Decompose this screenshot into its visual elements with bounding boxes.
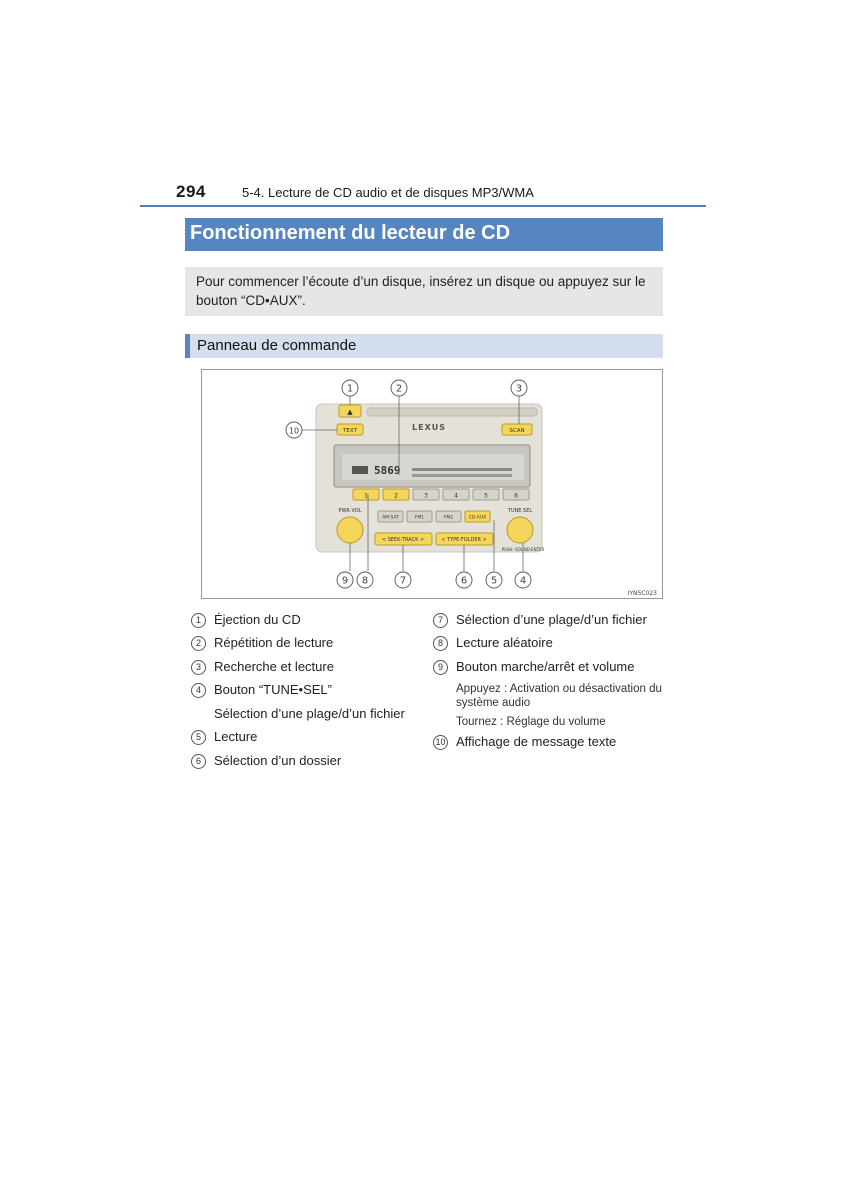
chapter-title: 5-4. Lecture de CD audio et de disques MP3/WMA: [242, 185, 534, 200]
legend-sub-4: Sélection d’une plage/d’un fichier: [214, 706, 405, 721]
lcd-track-number: 5869: [374, 464, 401, 477]
legend-item-6: Sélection d’un dossier: [214, 753, 342, 768]
push-enter-label: PUSH ·SOUND·ENTER: [501, 547, 545, 552]
figure-code: IYN5C023: [627, 590, 657, 597]
intro-text: Pour commencer l’écoute d’un disque, insérez un disque ou appuyez sur le bouton “CD•AUX”.: [196, 274, 646, 308]
source-label-3: CD·AUX: [468, 515, 487, 521]
callout-number-3: 3: [515, 383, 523, 395]
legend-item-5: Lecture: [214, 729, 258, 744]
header-rule: [140, 205, 706, 207]
legend-number-6: 6: [191, 754, 206, 769]
pwr-vol-knob: [337, 517, 363, 543]
callout-number-2: 2: [395, 383, 403, 395]
callout-number-1: 1: [346, 383, 354, 395]
callout-number-10: 10: [288, 426, 300, 436]
legend-number-1: 1: [191, 613, 206, 628]
pwr-vol-label: PWR·VOL: [338, 508, 362, 514]
legend-number-7: 7: [433, 613, 448, 628]
legend-number-8: 8: [433, 636, 448, 651]
preset-label-6: 6: [514, 492, 518, 500]
legend-item-10: Affichage de message texte: [456, 734, 617, 749]
callout-number-4: 4: [519, 575, 527, 587]
callout-number-5: 5: [490, 575, 498, 587]
tune-sel-label: TUNE·SEL: [507, 508, 533, 514]
legend-item-4: Bouton “TUNE•SEL”: [214, 682, 332, 697]
preset-label-4: 4: [454, 492, 458, 500]
eject-label: ▲: [347, 408, 353, 416]
source-label-0: AM·SAT: [382, 515, 399, 521]
brand-logo: LEXUS: [412, 423, 446, 432]
subsection-title: Panneau de commande: [197, 337, 357, 354]
section-title: Fonctionnement du lecteur de CD: [190, 222, 511, 244]
seek-track-label: < SEEK·TRACK >: [381, 537, 425, 543]
text-button-label: TEXT: [343, 428, 357, 434]
legend-number-4: 4: [191, 683, 206, 698]
legend-item-7: Sélection d’une plage/d’un fichier: [456, 612, 647, 627]
type-folder-label: < TYPE·FOLDER >: [441, 537, 487, 543]
scan-button-label: SCAN: [509, 428, 525, 434]
legend-number-10: 10: [433, 735, 448, 750]
control-panel-figure: [201, 369, 663, 599]
disc-slot: [367, 408, 537, 416]
legend-number-9: 9: [433, 660, 448, 675]
source-label-2: FM2: [443, 515, 454, 521]
legend-item-3: Recherche et lecture: [214, 659, 334, 674]
legend-number-2: 2: [191, 636, 206, 651]
legend-item-1: Éjection du CD: [214, 612, 301, 627]
tune-sel-knob: [507, 517, 533, 543]
control-panel-illustration: [202, 370, 662, 598]
legend-sub-turn: Tournez : Réglage du volume: [456, 716, 606, 728]
preset-label-3: 3: [424, 492, 428, 500]
legend-item-8: Lecture aléatoire: [456, 635, 553, 650]
legend-number-5: 5: [191, 730, 206, 745]
callout-number-6: 6: [460, 575, 468, 587]
legend-item-9: Bouton marche/arrêt et volume: [456, 659, 635, 674]
preset-label-5: 5: [484, 492, 488, 500]
page-number: 294: [176, 182, 206, 201]
preset-label-1: 1: [364, 492, 368, 500]
subsection-accent: [185, 334, 190, 358]
legend-item-2: Répétition de lecture: [214, 635, 334, 650]
callout-number-7: 7: [399, 575, 407, 587]
legend-number-3: 3: [191, 660, 206, 675]
legend-sub-press: Appuyez : Activation ou désactivation du système audio: [456, 683, 662, 709]
source-label-1: FM1: [414, 515, 425, 521]
callout-number-9: 9: [341, 575, 349, 587]
callout-number-8: 8: [361, 575, 369, 587]
preset-label-2: 2: [394, 492, 398, 500]
